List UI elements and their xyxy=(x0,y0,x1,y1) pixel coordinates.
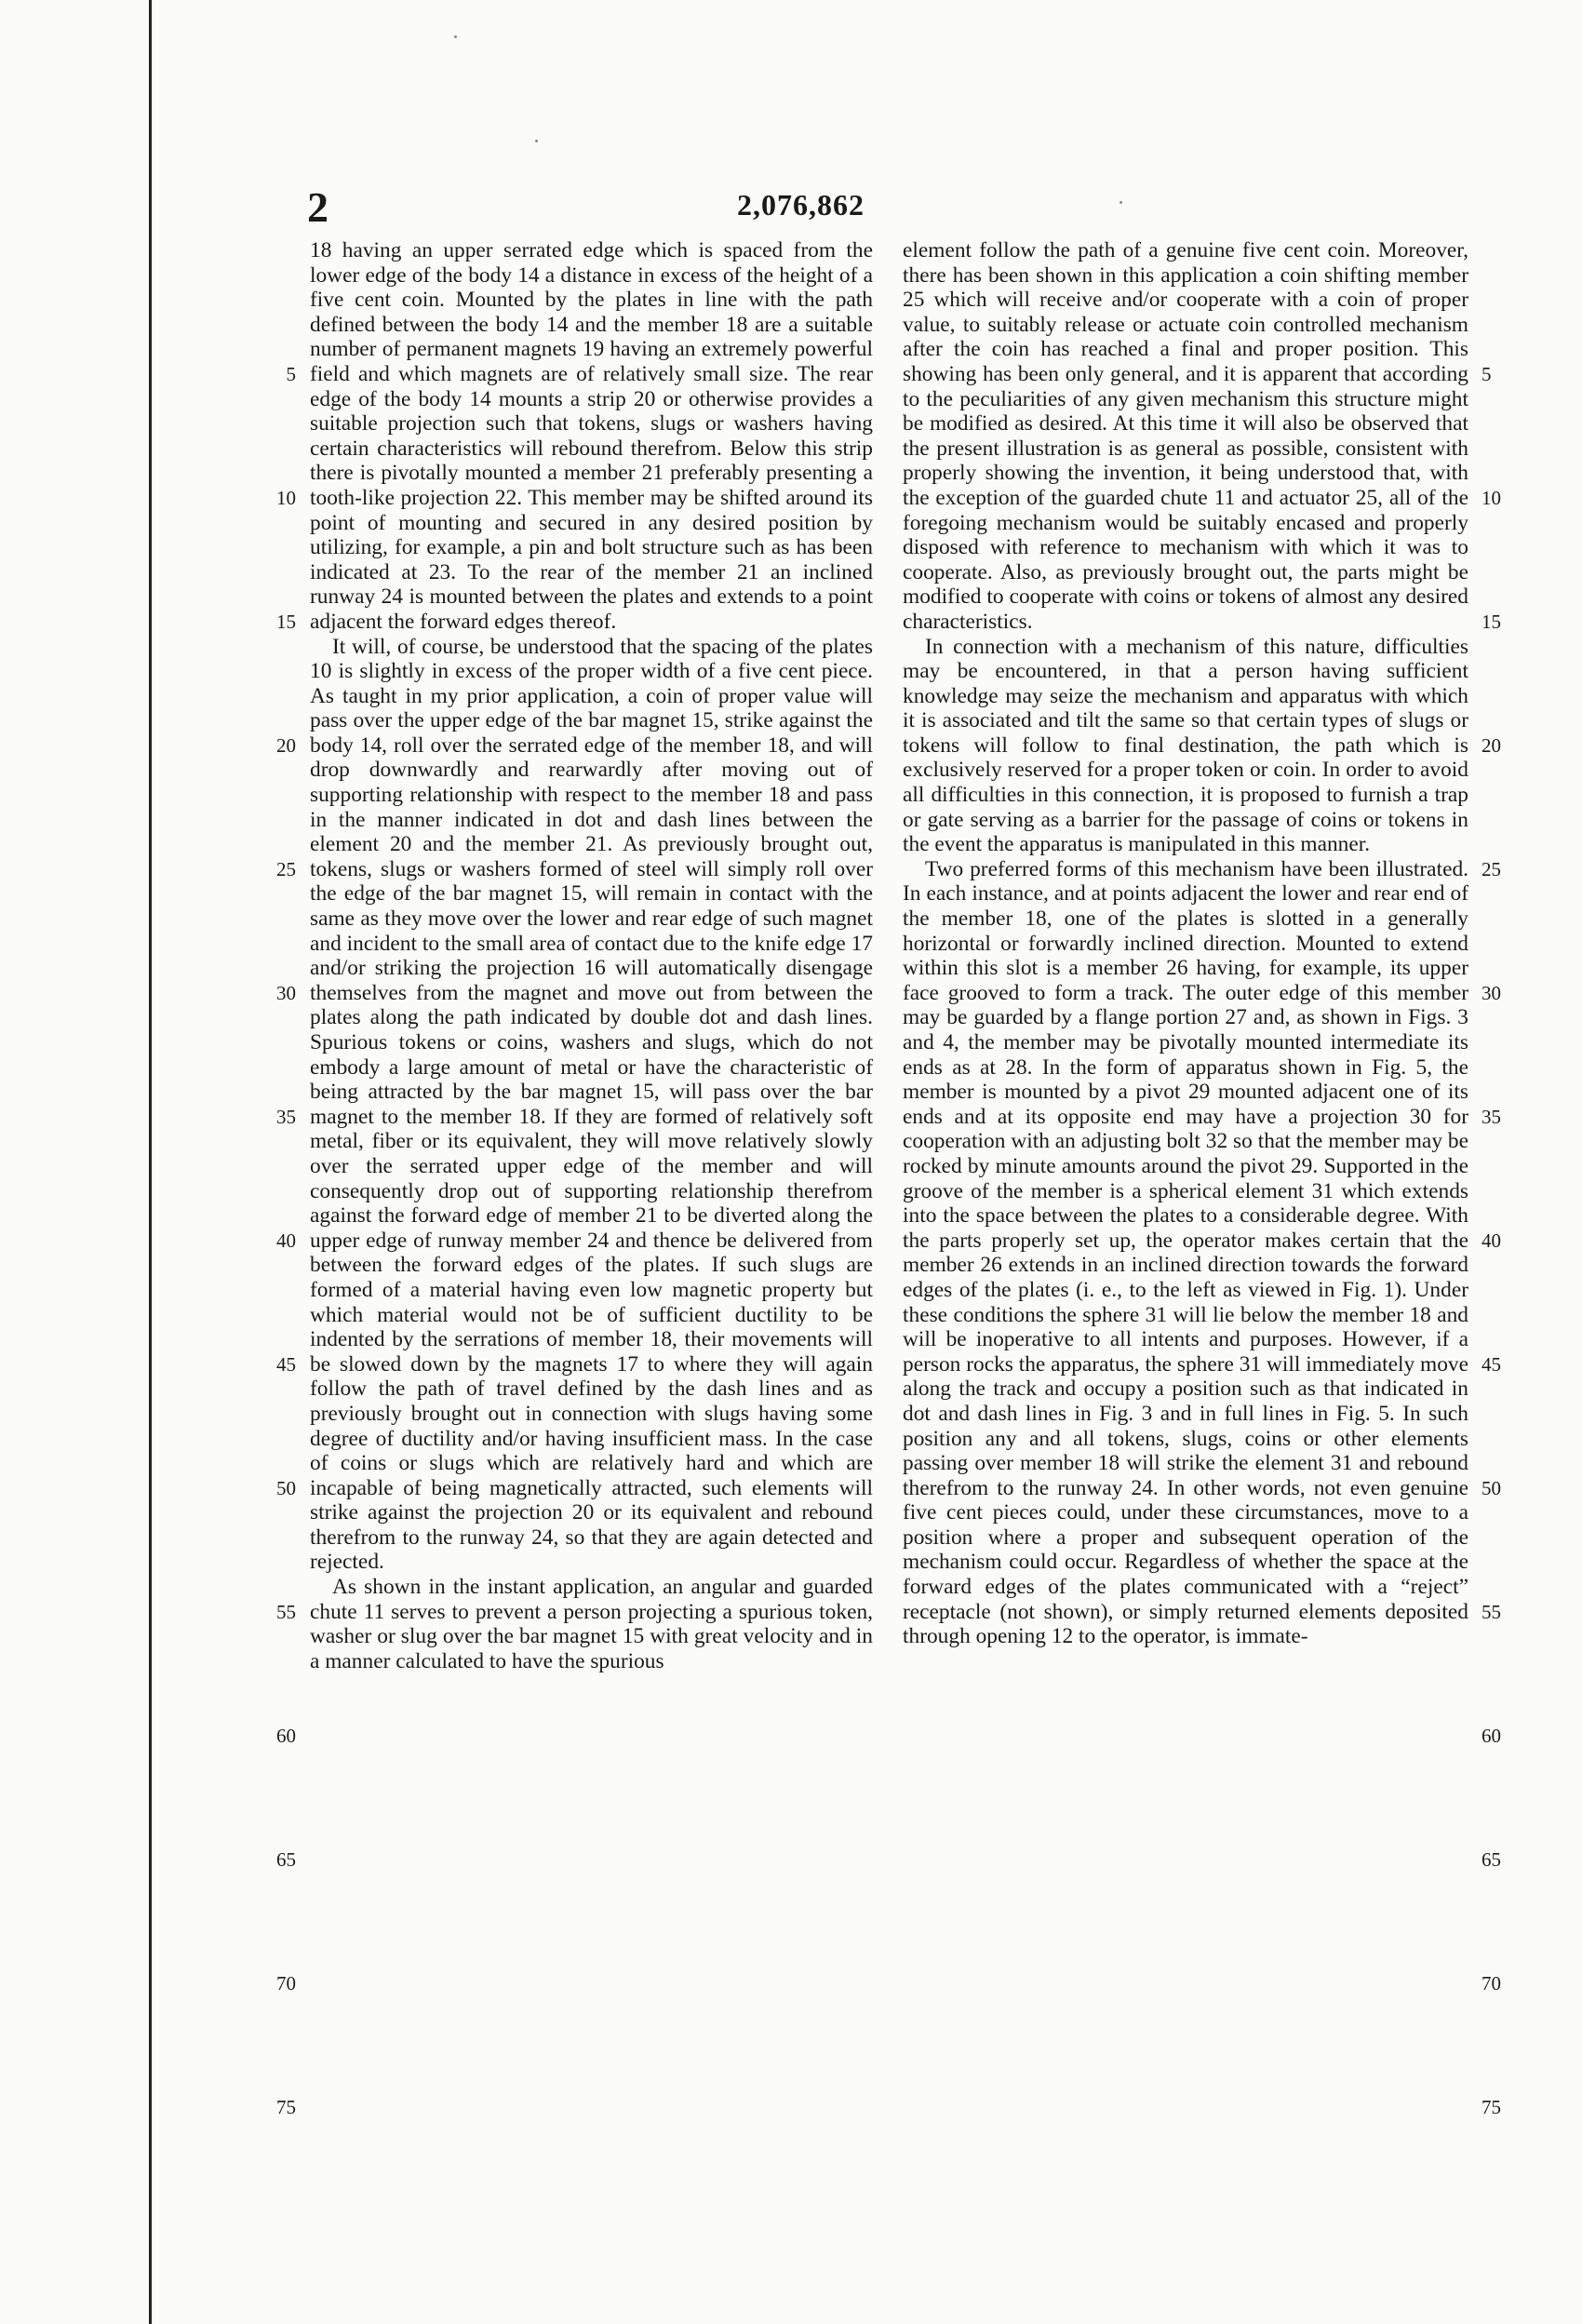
paragraph: Two preferred forms of this mechanism have been illustrated. In each instance, and at points adjacent the lower and rear end of the member 18, one of the plates is slotted in a generally horizontal or forwardly inclined direction. Mounted to extend within this slot is a member 26 having, for example, its upper face grooved to form a track. The outer edge of this member may be guarded by a flange portion 27 and, as shown in Figs. 3 and 4, the member may be pivotally mounted intermediate its ends as at 28. In the form of apparatus shown in Fig. 5, the member is mounted by a pivot 29 mounted adjacent one of its ends and at its opposite end may have a projection 30 for cooperation with an adjusting bolt 32 so that the member may be rocked by minute amounts around the pivot 29. Supported in the groove of the member is a spherical element 31 which extends into the space between the plates to a considerable degree. With the parts properly set up, the operator makes certain that the member 26 extends in an inclined direction towards the forward edges of the plates (i. e., to the left as viewed in Fig. 1). Under these conditions the sphere 31 will lie below the member 18 and will be inoperative to all intents and purposes. However, if a person rocks the apparatus, the sphere 31 will immediately move along the track and occupy a position such as that indicated in dot and dash lines in Fig. 3 and in full lines in Fig. 5. In such position any and all tokens, slugs, coins or other elements passing over member 18 will strike the element 31 and rebound therefrom to the runway 24. In other words, not even genuine five cent pieces could, under these circumstances, move to a position where a proper and subsequent operation of the mechanism could occur. Regardless of whether the space at the forward edges of the plates communicated with a “reject” receptacle (not shown), or simply returned elements deposited through opening 12 to the operator, is immate- xyxy=(903,856,1468,1649)
line-number: 15 xyxy=(276,610,296,633)
line-number: 10 xyxy=(1481,486,1501,509)
paragraph: 18 having an upper serrated edge which is spaced from the lower edge of the body 14 a distance in excess of the height of a five cent coin. Mounted by the plates in line with the path defined between the body 14 and the member 18 are a suitable number of permanent magnets 19 having an extremely powerful field and which magnets are of relatively small size. The rear edge of the body 14 mounts a strip 20 or otherwise provides a suitable projection such that tokens, slugs or washers having certain characteristics will rebound therefrom. Below this strip there is pivotally mounted a member 21 preferably presenting a tooth-like projection 22. This member may be shifted around its point of mounting and secured in any desired position by utilizing, for example, a pin and bolt structure such as has been indicated at 23. To the rear of the member 21 an inclined runway 24 is mounted between the plates and extends to a point adjacent the forward edges thereof. xyxy=(310,238,873,634)
scan-speck xyxy=(1119,201,1122,204)
line-number: 30 xyxy=(276,981,296,1004)
line-number: 45 xyxy=(276,1352,296,1376)
line-number: 35 xyxy=(276,1105,296,1128)
line-number: 70 xyxy=(1481,1971,1501,1995)
patent-number: 2,076,862 xyxy=(737,188,865,222)
line-number: 25 xyxy=(1481,857,1501,880)
line-number: 35 xyxy=(1481,1105,1501,1128)
left-margin-rule xyxy=(149,0,152,2324)
line-number: 60 xyxy=(1481,1724,1501,1747)
line-number: 20 xyxy=(1481,733,1501,757)
right-text-column xyxy=(903,238,1468,1649)
line-number: 10 xyxy=(276,486,296,509)
paragraph: As shown in the instant application, an angular and guarded chute 11 serves to prevent a person projecting a spurious token, washer or slug over the bar magnet 15 with great velocity and in a manner calculated to have the spurious xyxy=(310,1575,873,1673)
line-number: 65 xyxy=(1481,1847,1501,1871)
paragraph: element follow the path of a genuine five cent coin. Moreover, there has been shown in this application a coin shifting member 25 which will receive and/or cooperate with a coin of proper value, to suitably release or actuate coin controlled mechanism after the coin has reached a final and proper position. This showing has been only general, and it is apparent that according to the peculiarities of any given mechanism this structure might be modified as desired. At this time it will also be observed that the present illustration is as general as possible, consistent with properly showing the invention, it being understood that, with the exception of the guarded chute 11 and actuator 25, all of the foregoing mechanism would be suitably encased and properly disposed with reference to mechanism with which it was to cooperate. Also, as previously brought out, the parts might be modified to cooperate with coins or tokens of almost any desired characteristics. xyxy=(903,238,1468,634)
right-line-numbers xyxy=(1481,362,1519,2119)
line-number: 50 xyxy=(276,1476,296,1499)
line-number: 15 xyxy=(1481,610,1501,633)
line-number: 40 xyxy=(276,1229,296,1252)
line-number: 20 xyxy=(276,733,296,757)
paragraph: In connection with a mechanism of this nature, difficulties may be encountered, in that a person having sufficient knowledge may seize the mechanism and apparatus with which it is associated and tilt the same so that certain types of slugs or tokens will follow to final destination, the path which is exclusively reserved for a proper token or coin. In order to avoid all difficulties in this connection, it is proposed to furnish a trap or gate serving as a barrier for the passage of coins or tokens in the event the apparatus is manipulated in this manner. xyxy=(903,634,1468,857)
line-number: 40 xyxy=(1481,1229,1501,1252)
line-number: 55 xyxy=(276,1600,296,1623)
line-number: 45 xyxy=(1481,1352,1501,1376)
paragraph: It will, of course, be understood that the spacing of the plates 10 is slightly in excess of the proper width of a five cent piece. As taught in my prior application, a coin of proper value will pass over the upper edge of the bar magnet 15, strike against the body 14, roll over the serrated edge of the member 18, and will drop downwardly and rearwardly after moving out of supporting relationship with respect to the member 18 and pass in the manner indicated in dot and dash lines between the element 20 and the member 21. As previously brought out, tokens, slugs or washers formed of steel will simply roll over the edge of the bar magnet 15, will remain in contact with the same as they move over the lower and rear edge of such magnet and incident to the small area of contact due to the knife edge 17 and/or striking the projection 16 will automatically disengage themselves from the magnet and move out from between the plates along the path indicated by double dot and dash lines. Spurious tokens or coins, washers and slugs, which do not embody a large amount of metal or have the characteristic of being attracted by the bar magnet 15, will pass over the bar magnet to the member 18. If they are formed of relatively soft metal, fiber or its equivalent, they will move relatively slowly over the serrated upper edge of the member and will consequently drop out of supporting relationship therefrom against the forward edge of member 21 to be diverted along the upper edge of runway member 24 and thence be delivered from between the forward edges of the plates. If such slugs are formed of a material having even low magnetic property but which material would not be of sufficient ductility to be indented by the serrations of member 18, their movements will be slowed down by the magnets 17 to where they will again follow the path of travel defined by the dash lines and as previously brought out in connection with slugs having some degree of ductility and/or having insufficient mass. In the case of coins or slugs which are relatively hard and which are incapable of being magnetically attracted, such elements will strike against the projection 20 or its equivalent and rebound therefrom to the runway 24, so that they are again detected and rejected. xyxy=(310,634,873,1575)
line-number: 60 xyxy=(276,1724,296,1747)
line-number: 65 xyxy=(276,1847,296,1871)
page-number: 2 xyxy=(307,183,328,231)
left-line-numbers xyxy=(272,362,296,2119)
line-number: 70 xyxy=(276,1971,296,1995)
line-number: 50 xyxy=(1481,1476,1501,1499)
left-text-column xyxy=(310,238,873,1673)
line-number: 5 xyxy=(286,363,296,385)
line-number: 30 xyxy=(1481,981,1501,1004)
scan-speck xyxy=(535,140,538,142)
line-number: 25 xyxy=(276,857,296,880)
line-number: 75 xyxy=(1481,2095,1501,2118)
line-number: 55 xyxy=(1481,1600,1501,1623)
scan-speck xyxy=(454,35,457,38)
line-number: 75 xyxy=(276,2095,296,2118)
line-number: 5 xyxy=(1481,363,1492,385)
